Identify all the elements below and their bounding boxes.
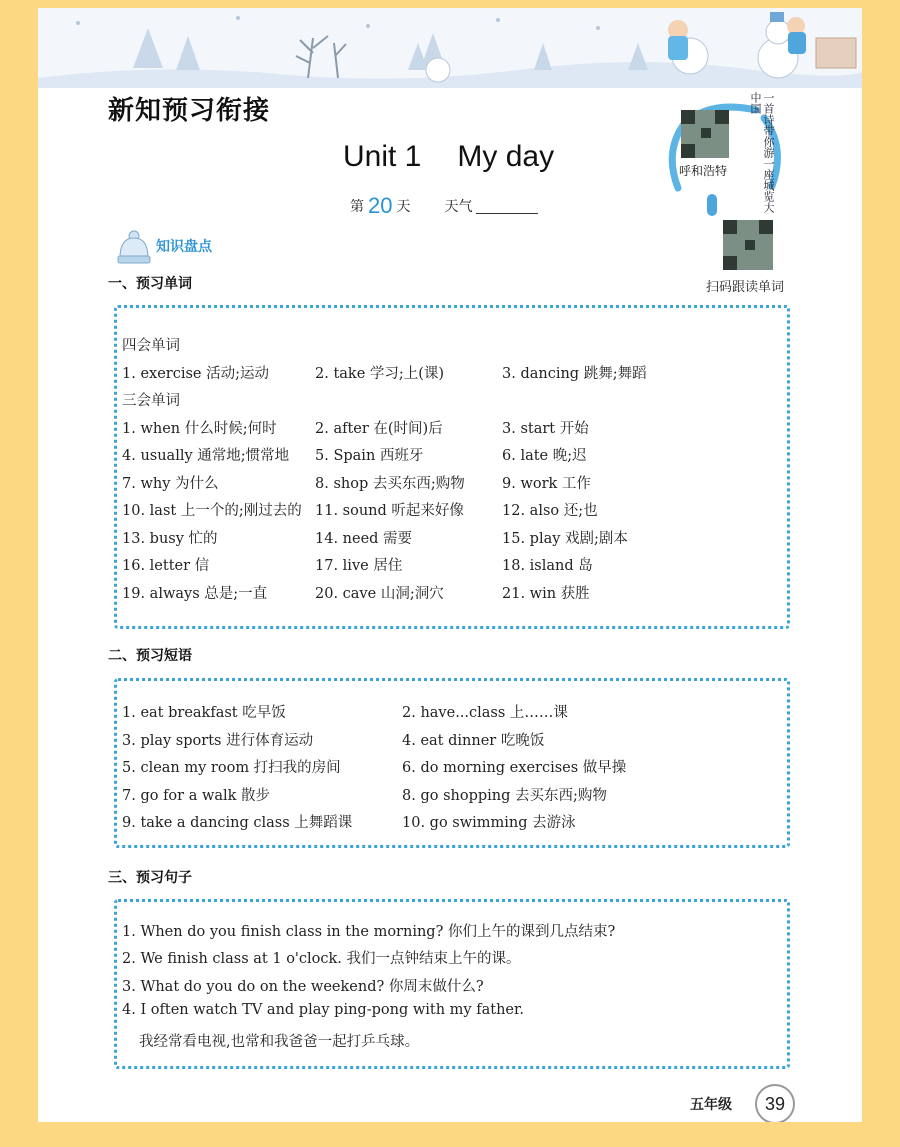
word-item: 8. shop 去买东西;购物	[315, 476, 465, 492]
word-item: 14. need 需要	[315, 531, 413, 547]
phrase-item: 4. eat dinner 吃晚饭	[402, 733, 545, 749]
sentence-translation: 我经常看电视,也常和我爸爸一起打乒乓球。	[139, 1034, 420, 1050]
phrase-item: 10. go swimming 去游泳	[402, 815, 576, 831]
day-prefix: 第	[350, 199, 364, 215]
words-box	[114, 305, 790, 629]
phrase-item: 5. clean my room 打扫我的房间	[122, 760, 341, 776]
phrase-item: 3. play sports 进行体育运动	[122, 733, 314, 749]
sentence-item: 2. We finish class at 1 o'clock. 我们一点钟结束上午的课。	[122, 951, 521, 967]
sentence-item: 3. What do you do on the weekend? 你周末做什么?	[122, 979, 484, 995]
sentence-item: 4. I often watch TV and play ping-pong with my father.	[122, 1002, 524, 1018]
scan-to-read-label: 扫码跟读单词	[706, 280, 785, 295]
day-weather-line	[350, 193, 538, 219]
word-item: 16. letter 信	[122, 558, 210, 574]
knowledge-badge	[116, 230, 212, 264]
word-item: 1. exercise 活动;运动	[122, 366, 269, 382]
four-skill-label: 四会单词	[122, 338, 180, 354]
page-title: 新知预习衔接	[108, 96, 271, 126]
knit-hat-icon	[116, 230, 152, 264]
phrase-item: 7. go for a walk 散步	[122, 788, 271, 804]
phrases-box	[114, 678, 790, 848]
weather-blank[interactable]	[476, 199, 538, 214]
phrase-item: 9. take a dancing class 上舞蹈课	[122, 815, 353, 831]
word-item: 2. after 在(时间)后	[315, 421, 443, 437]
word-item: 3. start 开始	[502, 421, 589, 437]
unit-label: Unit 1	[343, 140, 422, 173]
phrase-item: 6. do morning exercises 做早操	[402, 760, 627, 776]
word-item: 11. sound 听起来好像	[315, 503, 464, 519]
city-label: 呼和浩特	[679, 164, 728, 178]
word-item: 3. dancing 跳舞;舞蹈	[502, 366, 647, 382]
word-item: 15. play 戏剧;剧本	[502, 531, 628, 547]
word-item: 13. busy 忙的	[122, 531, 218, 547]
pin-icon	[707, 194, 717, 216]
winter-scene-illustration	[38, 8, 862, 88]
sentences-box	[114, 899, 790, 1069]
word-item: 7. why 为什么	[122, 476, 219, 492]
sentence-item: 1. When do you finish class in the morning? 你们上午的课到几点结束?	[122, 924, 616, 940]
workbook-page	[38, 8, 862, 1122]
day-number: 20	[368, 193, 393, 218]
word-item: 18. island 岛	[502, 558, 593, 574]
word-item: 9. work 工作	[502, 476, 591, 492]
word-item: 6. late 晚;迟	[502, 448, 587, 464]
word-item: 17. live 居住	[315, 558, 403, 574]
poem-qr-code[interactable]	[681, 110, 729, 158]
word-item: 10. last 上一个的;刚过去的	[122, 503, 302, 519]
word-item: 20. cave 山洞;洞穴	[315, 586, 444, 602]
poem-text-vertical: 一首诗带你游一座城览大中国	[749, 92, 775, 213]
word-item: 19. always 总是;一直	[122, 586, 268, 602]
page-number: 39	[755, 1084, 795, 1122]
word-item: 2. take 学习;上(课)	[315, 366, 445, 382]
phrase-item: 8. go shopping 去买东西;购物	[402, 788, 607, 804]
vocabulary-qr-code[interactable]	[723, 220, 773, 270]
three-skill-label: 三会单词	[122, 393, 180, 409]
weather-label: 天气	[444, 199, 473, 215]
phrase-item: 1. eat breakfast 吃早饭	[122, 705, 286, 721]
word-item: 21. win 获胜	[502, 586, 590, 602]
phrase-item: 2. have...class 上……课	[402, 705, 568, 721]
word-item: 5. Spain 西班牙	[315, 448, 424, 464]
sentences-section-title: 三、预习句子	[108, 870, 192, 886]
day-suffix: 天	[396, 199, 411, 215]
word-item: 4. usually 通常地;惯常地	[122, 448, 290, 464]
unit-topic: My day	[457, 140, 555, 173]
phrases-section-title: 二、预习短语	[108, 648, 192, 664]
word-item: 1. when 什么时候;何时	[122, 421, 277, 437]
unit-heading	[343, 140, 554, 174]
word-item: 12. also 还;也	[502, 503, 598, 519]
words-section-title: 一、预习单词	[108, 276, 192, 292]
knowledge-badge-label: 知识盘点	[156, 239, 212, 255]
grade-label: 五年级	[690, 1097, 732, 1113]
